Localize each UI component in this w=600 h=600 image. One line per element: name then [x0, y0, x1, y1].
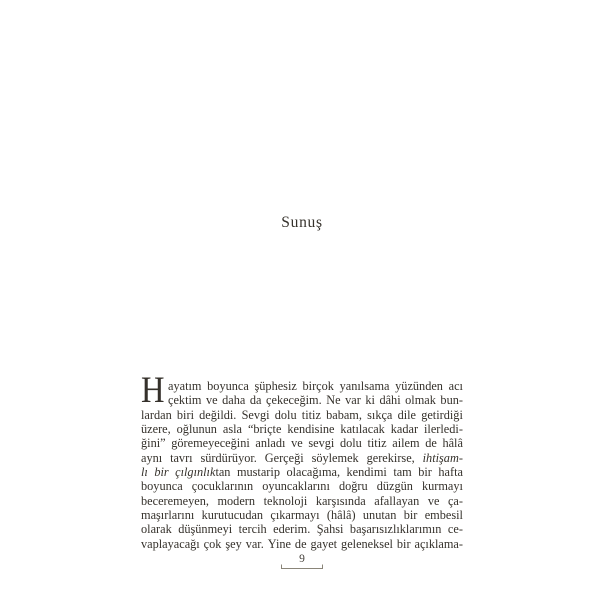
word: çılgınlıktan — [175, 465, 231, 480]
word: hafta — [438, 465, 463, 480]
word: ki — [365, 393, 375, 408]
word: var. — [245, 536, 264, 551]
word: (hâlâ) — [326, 508, 356, 523]
word: vaplayacağı — [141, 536, 200, 551]
word: düzgün — [376, 479, 413, 494]
word: boyunca — [141, 479, 183, 494]
word: getirdiği — [421, 407, 463, 422]
word: beceremeyen, — [141, 493, 209, 508]
word: var — [345, 393, 361, 408]
word: hâlâ — [442, 436, 463, 451]
word: unutan — [362, 508, 397, 523]
word: oyuncaklarını — [262, 479, 330, 494]
word: biri — [176, 407, 194, 422]
paragraph-line — [141, 522, 463, 536]
word: yanılsama — [339, 379, 390, 393]
paragraph-line — [141, 465, 463, 479]
word: birçok — [302, 379, 334, 393]
word: üzere, — [141, 422, 171, 437]
word: ilerledi- — [424, 422, 463, 437]
word: sevgi — [308, 436, 335, 451]
paragraph-line — [141, 537, 463, 551]
word: dile — [397, 407, 417, 422]
word: bir — [396, 536, 411, 551]
paragraph-line — [141, 494, 463, 508]
word: lardan — [141, 407, 172, 422]
word: geleneksel — [341, 536, 393, 551]
word: asla — [222, 422, 243, 437]
word: bir — [403, 508, 418, 523]
word: katılacak — [340, 422, 385, 437]
word: kurmayı — [421, 479, 463, 494]
paragraph-line — [141, 508, 463, 522]
paragraph-line — [141, 379, 463, 393]
word: çocuklarının — [191, 479, 254, 494]
word: babam, — [326, 407, 362, 422]
word: oğlunun — [176, 422, 217, 437]
word: olarak — [141, 522, 172, 537]
word: Sevgi — [241, 407, 270, 422]
word: çektim — [168, 393, 202, 408]
word: kendisine — [287, 422, 335, 437]
word: bir — [418, 465, 432, 480]
word: da — [249, 393, 262, 408]
word: ailem — [392, 436, 420, 451]
word: modern — [217, 493, 256, 508]
word: teknoloji — [263, 493, 308, 508]
word: ederim. — [273, 522, 311, 537]
word: dâhi — [379, 393, 401, 408]
word: aynı — [141, 450, 163, 465]
word: olmak — [405, 393, 436, 408]
word: kendimi — [346, 465, 387, 480]
word: göremeyeceğini — [171, 436, 250, 451]
word: şey — [225, 536, 242, 551]
word: değildi. — [199, 407, 237, 422]
page-footer — [141, 554, 463, 569]
word: karşısında — [315, 493, 366, 508]
word: gayet — [310, 536, 338, 551]
word: embesil — [424, 508, 463, 523]
word: doğru — [338, 479, 368, 494]
word: dolu — [339, 436, 362, 451]
word: Ne — [326, 393, 341, 408]
word: Yine — [267, 536, 291, 551]
word: ce- — [447, 522, 463, 537]
word: maşırlarını — [141, 508, 195, 523]
word: çekeceğim. — [266, 393, 322, 408]
page-number: 9 — [299, 553, 305, 565]
word: başarısızlıklarımın — [349, 522, 442, 537]
paragraph-line — [141, 451, 463, 465]
paragraph-line — [141, 422, 463, 436]
word: de — [294, 536, 307, 551]
folio-rule-icon — [281, 564, 323, 569]
word: afallayan — [374, 493, 420, 508]
word: yüzünden — [395, 379, 443, 393]
word: bir — [154, 465, 169, 480]
word: gerekirse, — [366, 450, 415, 465]
paragraph-line — [141, 436, 463, 450]
word: ğini” — [141, 436, 166, 451]
word: sıkça — [367, 407, 393, 422]
word: dolu — [274, 407, 297, 422]
paragraph-line — [141, 479, 463, 493]
word: çok — [203, 536, 222, 551]
word: “briçte — [247, 422, 282, 437]
word: titiz — [301, 407, 321, 422]
word: tercih — [238, 522, 267, 537]
word: ayatım — [168, 379, 202, 393]
word: de — [425, 436, 437, 451]
word: kadar — [390, 422, 419, 437]
word: ve — [206, 393, 218, 408]
word: titiz — [367, 436, 387, 451]
word: ve — [427, 493, 440, 508]
word: Şahsi — [316, 522, 344, 537]
word: ihtişam- — [422, 450, 463, 465]
drop-cap: H — [141, 370, 165, 411]
word: söylemek — [311, 450, 359, 465]
word: acı — [448, 379, 463, 393]
word: olacağıma, — [286, 465, 341, 480]
word: Gerçeği — [264, 450, 304, 465]
word: şüphesiz — [254, 379, 297, 393]
word: anladı — [255, 436, 286, 451]
body-paragraph — [141, 370, 463, 551]
paragraph-line — [141, 393, 463, 407]
word: bun- — [440, 393, 463, 408]
word: kurutucudan — [201, 508, 264, 523]
word: sürdürüyor. — [200, 450, 257, 465]
word: tavrı — [170, 450, 193, 465]
word: ça- — [447, 493, 463, 508]
word: mustarip — [236, 465, 280, 480]
word: düşünmeyi — [178, 522, 233, 537]
chapter-title: Sunuş — [281, 214, 323, 231]
paragraph-lines — [141, 379, 463, 551]
word: açıklama- — [414, 536, 463, 551]
word: çıkarmayı — [270, 508, 320, 523]
word: tam — [393, 465, 412, 480]
word: lı — [141, 465, 148, 480]
paragraph-line — [141, 408, 463, 422]
word: ve — [291, 436, 303, 451]
word: boyunca — [207, 379, 249, 393]
word: daha — [222, 393, 246, 408]
